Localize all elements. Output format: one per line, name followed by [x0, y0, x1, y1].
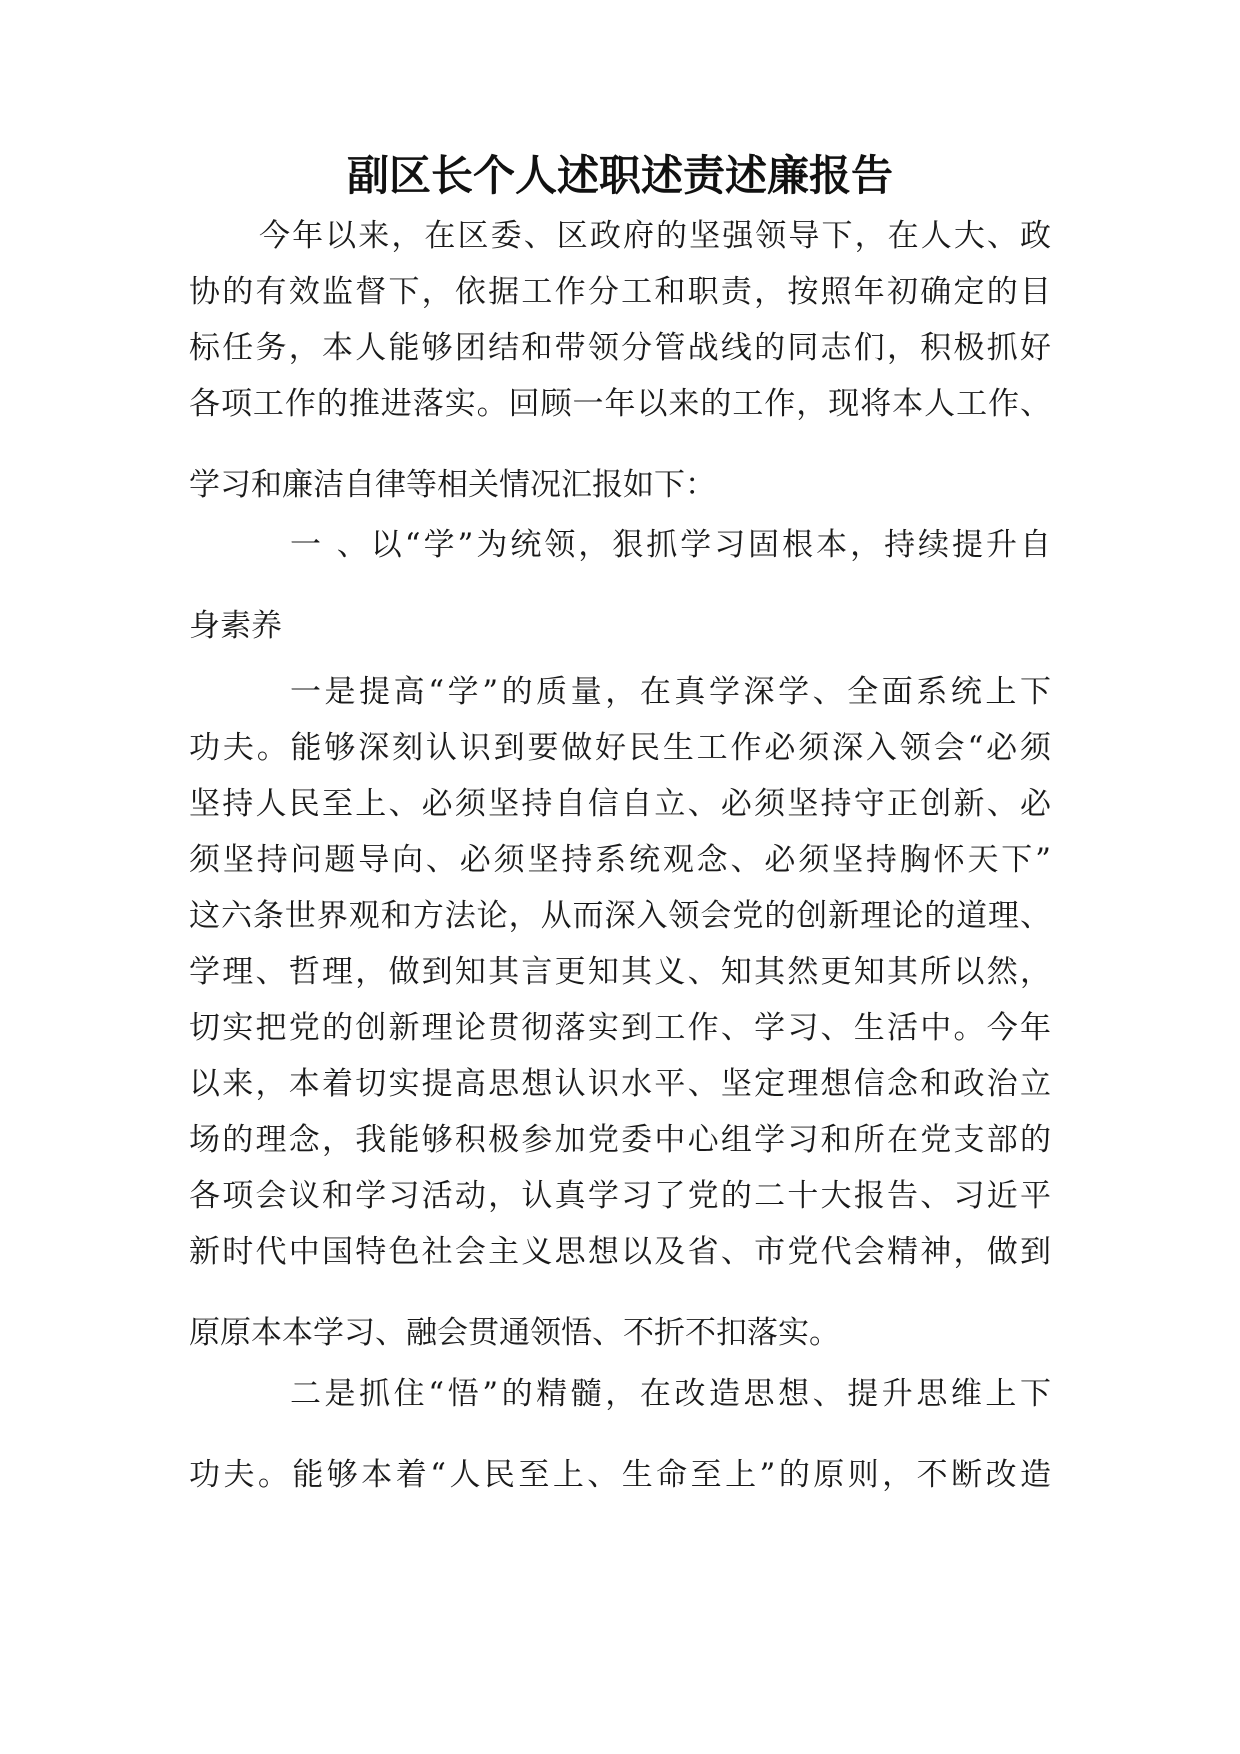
paragraph-line: 功夫。能够深刻认识到要做好民生工作必须深入领会“必须	[189, 730, 1051, 766]
paragraph-line: 切实把党的创新理论贯彻落实到工作、学习、生活中。今年	[189, 1010, 1051, 1046]
intro-line: 今年以来，在区委、区政府的坚强领导下，在人大、政	[259, 218, 1051, 254]
intro-line: 学习和廉洁自律等相关情况汇报如下：	[189, 467, 716, 503]
paragraph-line: 坚持人民至上、必须坚持自信自立、必须坚持守正创新、必	[189, 786, 1051, 822]
intro-line: 协的有效监督下，依据工作分工和职责，按照年初确定的目	[189, 274, 1051, 310]
paragraph-line: 这六条世界观和方法论，从而深入领会党的创新理论的道理、	[189, 898, 1051, 934]
paragraph-line: 须坚持问题导向、必须坚持系统观念、必须坚持胸怀天下”	[189, 842, 1051, 878]
document-title: 副区长个人述职述责述廉报告	[346, 151, 893, 200]
paragraph-line: 原原本本学习、融会贯通领悟、不折不扣落实。	[189, 1315, 840, 1351]
intro-line: 各项工作的推进落实。回顾一年以来的工作，现将本人工作、	[189, 386, 1051, 422]
paragraph-line: 功夫。能够本着“人民至上、生命至上”的原则，不断改造	[189, 1457, 1051, 1493]
paragraph-line: 一是提高“学”的质量，在真学深学、全面系统上下	[290, 674, 1051, 710]
section-heading: 一 、以“学”为统领，狠抓学习固根本，持续提升自	[290, 527, 1051, 563]
paragraph-line: 学理、哲理，做到知其言更知其义、知其然更知其所以然，	[189, 954, 1051, 990]
paragraph-line: 各项会议和学习活动，认真学习了党的二十大报告、习近平	[189, 1178, 1051, 1214]
paragraph-line: 新时代中国特色社会主义思想以及省、市党代会精神，做到	[189, 1234, 1051, 1270]
intro-line: 标任务，本人能够团结和带领分管战线的同志们，积极抓好	[189, 330, 1051, 366]
paragraph-line: 场的理念，我能够积极参加党委中心组学习和所在党支部的	[189, 1122, 1051, 1158]
paragraph-line: 以来，本着切实提高思想认识水平、坚定理想信念和政治立	[189, 1066, 1051, 1102]
paragraph-line: 二是抓住“悟”的精髓，在改造思想、提升思维上下	[290, 1376, 1051, 1412]
section-heading: 身素养	[189, 608, 282, 644]
